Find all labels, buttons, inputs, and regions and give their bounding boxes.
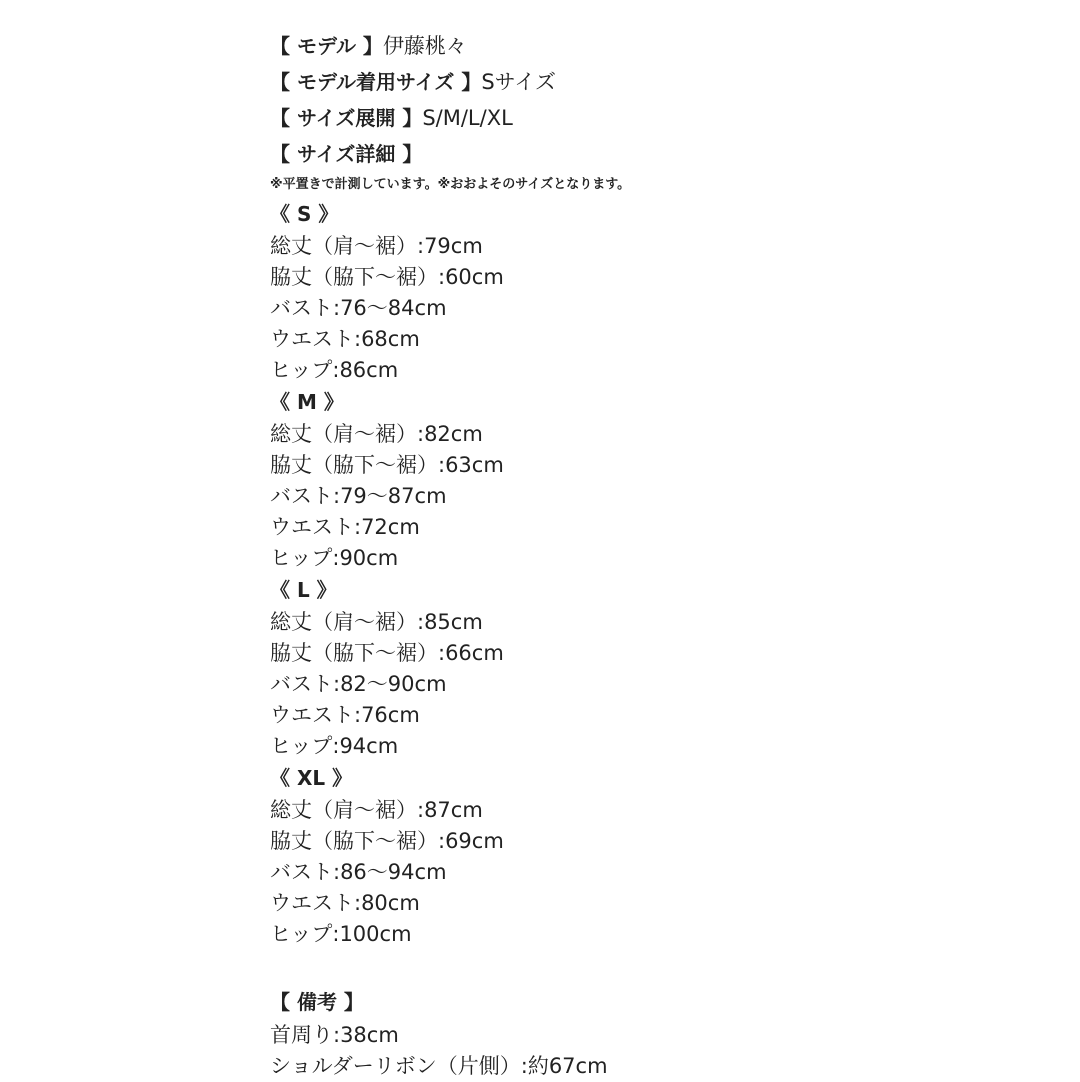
size-l-bust: バスト:82〜90cm xyxy=(270,672,447,696)
size-xl-hip: ヒップ:100cm xyxy=(270,922,412,946)
size-spec-document xyxy=(270,28,1030,1082)
size-m-side-length: 脇丈（脇下〜裾）:63cm xyxy=(270,453,504,477)
measurement-note: ※平置きで計測しています。※おおよそのサイズとなります。 xyxy=(270,177,631,192)
model-label: 【 モデル 】 xyxy=(270,34,383,58)
size-s-heading: 《 S 》 xyxy=(270,202,339,226)
model-size-label: 【 モデル着用サイズ 】 xyxy=(270,70,482,94)
size-l-heading: 《 L 》 xyxy=(270,578,337,602)
remarks-line xyxy=(270,984,1030,1020)
size-range-line xyxy=(270,100,1030,136)
section-spacer xyxy=(270,950,1030,984)
size-detail-label: 【 サイズ詳細 】 xyxy=(270,142,423,166)
size-xl-total-length: 総丈（肩〜裾）:87cm xyxy=(270,798,483,822)
remarks-neck: 首周り:38cm xyxy=(270,1023,399,1047)
size-l-waist: ウエスト:76cm xyxy=(270,703,420,727)
size-detail-line xyxy=(270,136,1030,172)
remarks-shoulder-ribbon: ショルダーリボン（片側）:約67cm xyxy=(270,1054,608,1078)
size-s-side-length: 脇丈（脇下〜裾）:60cm xyxy=(270,265,504,289)
size-xl-waist: ウエスト:80cm xyxy=(270,891,420,915)
size-l-hip: ヒップ:94cm xyxy=(270,734,399,758)
model-size-value: Sサイズ xyxy=(481,70,556,94)
size-xl-side-length: 脇丈（脇下〜裾）:69cm xyxy=(270,829,504,853)
size-l-total-length: 総丈（肩〜裾）:85cm xyxy=(270,610,483,634)
size-s-bust: バスト:76〜84cm xyxy=(270,296,447,320)
size-s-hip: ヒップ:86cm xyxy=(270,358,399,382)
size-range-value: S/M/L/XL xyxy=(422,106,513,130)
size-m-hip: ヒップ:90cm xyxy=(270,546,399,570)
size-s-total-length: 総丈（肩〜裾）:79cm xyxy=(270,234,483,258)
remarks-label: 【 備考 】 xyxy=(270,990,364,1014)
model-line xyxy=(270,28,1030,64)
size-s-waist: ウエスト:68cm xyxy=(270,327,420,351)
size-m-total-length: 総丈（肩〜裾）:82cm xyxy=(270,422,483,446)
size-range-label: 【 サイズ展開 】 xyxy=(270,106,423,130)
size-xl-heading: 《 XL 》 xyxy=(270,766,353,790)
size-xl-bust: バスト:86〜94cm xyxy=(270,860,447,884)
model-size-line xyxy=(270,64,1030,100)
model-value: 伊藤桃々 xyxy=(382,34,467,58)
size-m-waist: ウエスト:72cm xyxy=(270,515,420,539)
size-l-side-length: 脇丈（脇下〜裾）:66cm xyxy=(270,641,504,665)
size-m-heading: 《 M 》 xyxy=(270,390,344,414)
size-m-bust: バスト:79〜87cm xyxy=(270,484,447,508)
